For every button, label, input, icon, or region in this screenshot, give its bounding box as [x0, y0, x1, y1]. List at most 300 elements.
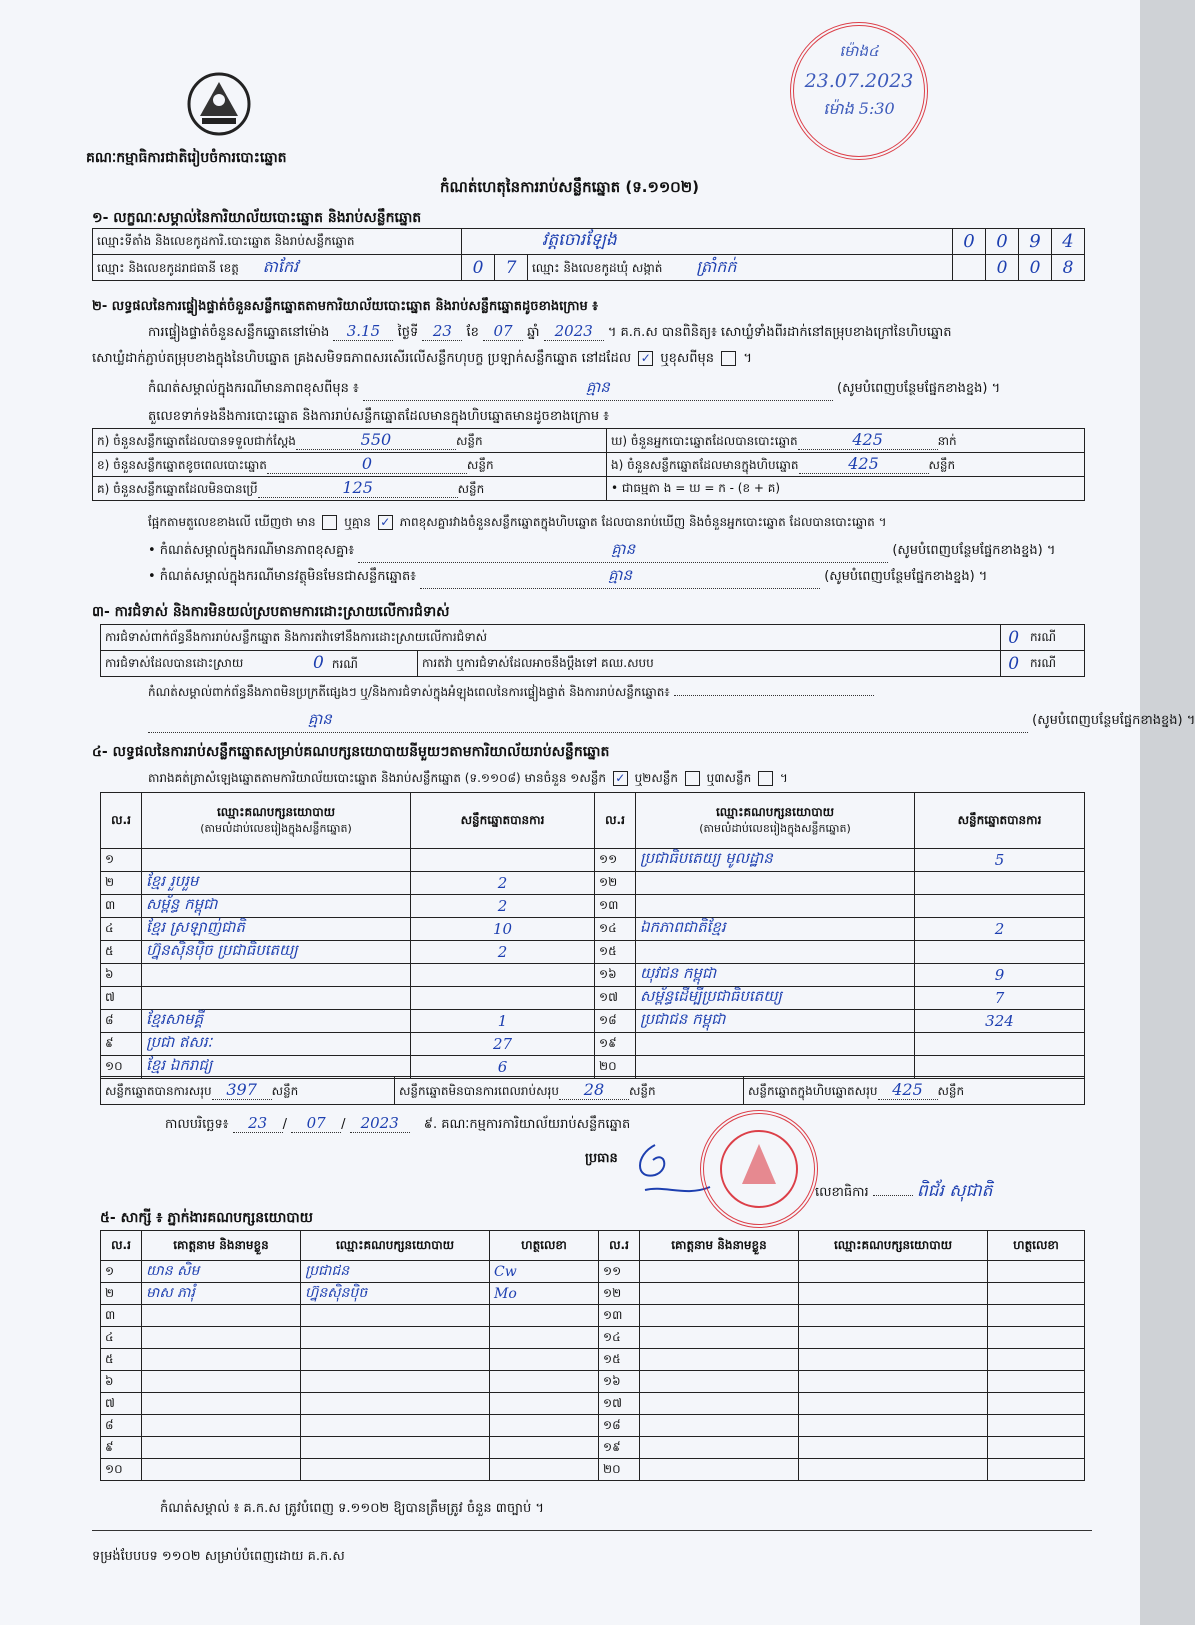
verify-time-label: ការផ្ទៀងផ្ទាត់ចំនួនសន្លឹកឆ្នោតនៅម៉ោង: [148, 325, 330, 340]
result-row: [101, 1033, 1085, 1056]
fig-d: [607, 429, 1085, 453]
b1-label: • កំណត់សម្គាល់ក្នុងករណីមានភាពខុសគ្នា៖: [148, 543, 355, 558]
total-valid-label: សន្លឹកឆ្នោតបានការសរុប: [105, 1084, 212, 1098]
org-name: គណៈកម្មាធិការជាតិរៀបចំការបោះឆ្នោត: [86, 150, 287, 166]
diff-checkbox[interactable]: [721, 351, 736, 366]
result-votes: [915, 895, 1085, 918]
fig-c-value: 125: [258, 478, 458, 498]
check-tail: ភាពខុសគ្នារវាងចំនួនសន្លឹកឆ្នោតក្នុងហិបឆ្នោត ដែលបានរាប់ឃើញ និងចំនួនអ្នកបោះឆ្នោត ដែលបានបោះឆ្នោត ។: [399, 515, 887, 529]
date-year: 2023: [350, 1114, 410, 1133]
witness-signature: [988, 1459, 1085, 1481]
diff-label: ឬខុសពីមុន: [660, 351, 715, 366]
result-votes: 2: [915, 918, 1085, 941]
no-diff-label: ឬគ្មាន: [344, 515, 371, 529]
date-stamp: [790, 22, 928, 160]
stamp-line1: ម៉ោង៤: [839, 42, 879, 60]
result-party: សម្ព័ន្ធ កម្ពុជា: [142, 895, 411, 918]
witness-name: [142, 1459, 301, 1481]
diff-note-value: គ្មាន: [363, 378, 833, 401]
province-code-2: 7: [495, 255, 528, 281]
result-party: យុវជន កម្ពុជា: [636, 964, 915, 987]
seal-emblem-icon: [704, 1114, 814, 1224]
witness-no: ៤: [101, 1327, 142, 1349]
secretary-line: [815, 1180, 992, 1205]
fig-d-unit: នាក់: [937, 434, 957, 448]
section1-table: [92, 228, 1085, 281]
sec3-note-label: កំណត់សម្គាល់ពាក់ព័ន្ធនឹងភាពមិនប្រក្រតីផ្សេងៗ ឬ/និងការជំទាស់ក្នុងអំឡុងពេលនៃការផ្ទៀងផ្ទាត់ និងការរាប់សន្លឹកឆ្នោត៖: [148, 685, 670, 699]
result-votes: 2: [411, 941, 595, 964]
province-label: ឈ្មោះ និងលេខកូដរាជធានី ខេត្ត: [97, 260, 239, 275]
result-votes: 27: [411, 1033, 595, 1056]
witness-no: ១៣: [599, 1305, 640, 1327]
witness-row: [101, 1305, 1085, 1327]
witness-name: យាន សិម: [142, 1261, 301, 1283]
fill-hint-4: (សូមបំពេញបន្ថែមផ្នែកខាងខ្នង) ។: [1032, 713, 1195, 728]
w-col-party-right: ឈ្មោះគណបក្សនយោបាយ: [799, 1231, 988, 1261]
witness-party: [799, 1283, 988, 1305]
result-votes: 2: [411, 872, 595, 895]
dispute-value: 0: [1001, 625, 1026, 651]
witness-no: ១: [101, 1261, 142, 1283]
witness-party: [301, 1327, 490, 1349]
totals-row: [100, 1076, 1085, 1105]
witness-name: [640, 1305, 799, 1327]
fig-a-unit: សន្លឹក: [455, 434, 483, 448]
result-no: ៨: [101, 1010, 142, 1033]
result-row: [101, 964, 1085, 987]
result-row: [101, 849, 1085, 872]
b2-label: • កំណត់សម្គាល់ក្នុងករណីមានវត្ថុមិនមែនជាសន្លឹកឆ្នោត៖: [148, 569, 416, 584]
commune-cell: [528, 255, 953, 281]
two-sheet-label: ឬ២សន្លឹក: [634, 771, 679, 785]
result-votes: 2: [411, 895, 595, 918]
witness-no: ១៧: [599, 1393, 640, 1415]
witness-no: ៧: [101, 1393, 142, 1415]
w-col-name-right: គោត្តនាម និងនាមខ្លួន: [640, 1231, 799, 1261]
verify-time: 3.15: [333, 322, 393, 341]
witness-signature: [988, 1327, 1085, 1349]
result-votes: 10: [411, 918, 595, 941]
witness-no: ១៨: [599, 1415, 640, 1437]
verify-tail: ។ គ.ក.ស បានពិនិត្យ៖ សោឃ្លំទាំងពីរដាក់នៅតម្រុបខាងក្រៅនៃហិបឆ្នោត: [607, 325, 952, 340]
result-no: ១៤: [595, 918, 636, 941]
witness-name: [142, 1327, 301, 1349]
result-votes: 324: [915, 1010, 1085, 1033]
b1-line: [148, 540, 1055, 563]
witness-name: មាស ភារុំ: [142, 1283, 301, 1305]
witness-no: ១០: [101, 1459, 142, 1481]
total-valid-cell: [101, 1077, 395, 1105]
witness-table: [100, 1230, 1085, 1481]
section5-title: ៥- សាក្សី ៖ ភ្នាក់ងារគណបក្សនយោបាយ: [100, 1210, 314, 1226]
secretary-dots: [873, 1195, 913, 1196]
w-col-no-left: ល.រ: [101, 1231, 142, 1261]
witness-signature: Cw: [490, 1261, 599, 1283]
witness-row: [101, 1459, 1085, 1481]
commune-code-blank: [953, 255, 986, 281]
witness-signature: [490, 1393, 599, 1415]
result-party: ខ្មែរសាមគ្គី: [142, 1010, 411, 1033]
verify-month: 07: [483, 322, 523, 341]
total-valid-unit: សន្លឹក: [271, 1084, 299, 1098]
footer-divider: [92, 1530, 1092, 1531]
witness-party: [799, 1349, 988, 1371]
commune-code-2: 0: [1019, 255, 1052, 281]
total-invalid: 28: [559, 1080, 629, 1100]
fig-b-label: ខ) ចំនួនសន្លឹកឆ្នោតខូចពេលបោះឆ្នោត: [97, 458, 267, 472]
col-no-left: ល.រ: [101, 793, 142, 849]
chair-label: ប្រធាន: [585, 1151, 618, 1166]
same-checkbox[interactable]: ✓: [638, 351, 653, 366]
witness-no: ១៤: [599, 1327, 640, 1349]
w-col-no-right: ល.រ: [599, 1231, 640, 1261]
result-no: ៧: [101, 987, 142, 1010]
diff-note-line: [148, 378, 1000, 401]
witness-signature: [988, 1349, 1085, 1371]
total-invalid-label: សន្លឹកឆ្នោតមិនបានការពេលរាប់សរុប: [399, 1084, 559, 1098]
result-party: ប្រជា ឥសរៈ: [142, 1033, 411, 1056]
section3-title: ៣- ការជំទាស់ និងការមិនយល់ស្របតាមការដោះស្រាយលើការជំទាស់: [92, 604, 450, 620]
result-party: ហ្វ៊ុនស៊ិនប៉ិច ប្រជាធិបតេយ្យ: [142, 941, 411, 964]
witness-no: ១៩: [599, 1437, 640, 1459]
witness-party: [799, 1437, 988, 1459]
result-votes: [411, 964, 595, 987]
committee-seal: [700, 1110, 818, 1228]
results-table: [100, 792, 1085, 1079]
witness-name: [142, 1349, 301, 1371]
section3-table: [100, 624, 1085, 677]
sec3-note-line2: [148, 710, 1195, 733]
witness-row: [101, 1415, 1085, 1437]
fig-e-label: ង) ចំនួនសន្លឹកឆ្នោតដែលមានក្នុងហិបឆ្នោត: [611, 458, 799, 472]
witness-party: [799, 1415, 988, 1437]
result-party: [142, 849, 411, 872]
footer-text: ទម្រង់បែបបទ ១១០២ សម្រាប់បំពេញដោយ គ.ក.ស: [92, 1549, 345, 1564]
figures-intro: តួលេខទាក់ទងនឹងការបោះឆ្នោត និងការរាប់សន្លឹកឆ្នោតដែលមានក្នុងហិបឆ្នោតមានដូចខាងក្រោម ៖: [148, 409, 609, 424]
place-code-1: 0: [953, 229, 986, 255]
w-col-sign-left: ហត្ថលេខា: [490, 1231, 599, 1261]
verify-day: 23: [422, 322, 462, 341]
result-row: [101, 872, 1085, 895]
result-no: ១២: [595, 872, 636, 895]
result-no: ២: [101, 872, 142, 895]
resolved-value: 0: [313, 653, 324, 673]
result-party: ខ្មែរ ស្រឡាញ់ជាតិ: [142, 918, 411, 941]
fig-e-value: 425: [799, 454, 929, 474]
fig-formula: • ជាធម្មតា ង = ឃ = ក - (ខ + គ): [607, 477, 1085, 501]
witness-signature: [490, 1459, 599, 1481]
figures-table: [92, 428, 1085, 501]
fig-b-unit: សន្លឹក: [466, 458, 494, 472]
witness-signature: [988, 1437, 1085, 1459]
witness-no: ១៥: [599, 1349, 640, 1371]
result-no: ១៩: [595, 1033, 636, 1056]
witness-name: [640, 1261, 799, 1283]
total-box-unit: សន្លឹក: [937, 1084, 965, 1098]
result-row: [101, 1010, 1085, 1033]
witness-no: ៨: [101, 1415, 142, 1437]
appeal-label: ការតវ៉ា ឬការជំទាស់ដែលអាចនឹងប្តឹងទៅ គឈ.សបប: [418, 651, 1001, 677]
fig-c-label: គ) ចំនួនសន្លឹកឆ្នោតដែលមិនបានប្រើ: [97, 482, 258, 496]
seal-text: សោឃ្លំដាក់ភ្ជាប់តម្រុបខាងក្នុងនៃហិបឆ្នោត គ្រងសមិទធភាពសរសើរលើសន្លឹកហុបក្ខ ប្រឡាក់សន្លឹកឆ្នោត នៅដដែល: [92, 351, 632, 366]
witness-name: [142, 1437, 301, 1459]
witness-signature: [490, 1371, 599, 1393]
result-party: [636, 1033, 915, 1056]
verify-day-label: ថ្ងៃទី: [397, 325, 419, 340]
witness-name: [640, 1371, 799, 1393]
check-label: ផ្អែកតាមតួលេខខាងលើ ឃើញថា មាន: [148, 515, 316, 529]
fig-d-label: ឃ) ចំនួនអ្នកបោះឆ្នោតដែលបានបោះឆ្នោត: [611, 434, 798, 448]
witness-row: [101, 1327, 1085, 1349]
witness-row: [101, 1349, 1085, 1371]
result-party: [636, 895, 915, 918]
section2-title: ២- លទ្ធផលនៃការផ្ទៀងផ្ទាត់ចំនួនសន្លឹកឆ្នោតតាមការិយាល័យបោះឆ្នោត និងរាប់សន្លឹកឆ្នោតដូចខាងក្រោម ៖: [92, 299, 598, 314]
col-party-left-sub: (តាមលំដាប់លេខរៀងក្នុងសន្លឹកឆ្នោត): [200, 821, 352, 835]
witness-no: ៦: [101, 1371, 142, 1393]
footnote: កំណត់សម្គាល់ ៖ គ.ក.ស ត្រូវបំពេញ ទ.១១០២ ឱ្យបានត្រឹមត្រូវ ចំនួន ៣ច្បាប់ ។: [160, 1501, 544, 1516]
col-no-right: ល.រ: [595, 793, 636, 849]
witness-party: [799, 1393, 988, 1415]
no-diff-checkbox[interactable]: ✓: [378, 515, 393, 530]
witness-party: [799, 1327, 988, 1349]
result-votes: [915, 941, 1085, 964]
result-no: ១៦: [595, 964, 636, 987]
witness-no: ៥: [101, 1349, 142, 1371]
commune-label: ឈ្មោះ និងលេខកូដឃុំ សង្កាត់: [532, 260, 663, 275]
witness-no: ៩: [101, 1437, 142, 1459]
check-line: [148, 514, 887, 532]
result-party: សម្ព័ន្ធដើម្បីប្រជាធិបតេយ្យ: [636, 987, 915, 1010]
total-box-label: សន្លឹកឆ្នោតក្នុងហិបឆ្នោតសរុប: [748, 1084, 878, 1098]
fig-d-value: 425: [798, 430, 938, 450]
fig-c: [93, 477, 607, 501]
resolved-label: ការជំទាស់ដែលបានដោះស្រាយ: [101, 651, 310, 677]
commune-value: ត្រាំកក់: [696, 256, 737, 276]
result-party: ខ្មែរ រួបរួម: [142, 872, 411, 895]
b1-value: គ្មាន: [358, 540, 888, 563]
col-party-left-label: ឈ្មោះគណបក្សនយោបាយ: [216, 804, 336, 819]
witness-row: [101, 1283, 1085, 1305]
witness-row: [101, 1371, 1085, 1393]
result-no: ២០: [595, 1056, 636, 1079]
b2-line: [148, 566, 987, 589]
witness-name: [640, 1327, 799, 1349]
witness-no: ១១: [599, 1261, 640, 1283]
col-votes-left: សន្លឹកឆ្នោតបានការ: [411, 793, 595, 849]
result-no: ១៧: [595, 987, 636, 1010]
witness-party: [301, 1393, 490, 1415]
result-no: ១: [101, 849, 142, 872]
appeal-value: 0: [1001, 651, 1026, 677]
result-votes: 6: [411, 1056, 595, 1079]
witness-name: [640, 1349, 799, 1371]
witness-signature: [490, 1327, 599, 1349]
witness-row: [101, 1393, 1085, 1415]
has-diff-checkbox[interactable]: [322, 515, 337, 530]
place-value: វត្តចោរឡែង: [462, 229, 953, 255]
result-votes: 1: [411, 1010, 595, 1033]
witness-signature: [490, 1349, 599, 1371]
date-label: កាលបរិច្ឆេទ៖: [165, 1117, 229, 1132]
stamp-date: 23.07.2023: [804, 70, 914, 92]
result-no: ៥: [101, 941, 142, 964]
witness-no: ១៦: [599, 1371, 640, 1393]
three-sheet-label: ឬ៣សន្លឹក: [706, 771, 752, 785]
witness-row: [101, 1261, 1085, 1283]
province-code-1: 0: [462, 255, 495, 281]
witness-no: ១២: [599, 1283, 640, 1305]
province-cell: [93, 255, 462, 281]
witness-row: [101, 1437, 1085, 1459]
w-col-party-left: ឈ្មោះគណបក្សនយោបាយ: [301, 1231, 490, 1261]
fill-hint-3: (សូមបំពេញបន្ថែមផ្នែកខាងខ្នង) ។: [824, 569, 988, 584]
witness-party: [301, 1415, 490, 1437]
witness-party: ហ្វ៊ុនស៊ិនប៉ិច: [301, 1283, 490, 1305]
secretary-label: លេខាធិការ: [815, 1185, 869, 1200]
diff-note-label: កំណត់សម្គាល់ក្នុងករណីមានភាពខុសពីមុន ៖: [148, 381, 359, 396]
result-votes: [411, 987, 595, 1010]
total-invalid-unit: សន្លឹក: [628, 1084, 656, 1098]
seal-line: សោឃ្លំដាក់ភ្ជាប់តម្រុបខាងក្នុងនៃហិបឆ្នោត គ្រងសមិទធភាពសរសើរលើសន្លឹកហុបក្ខ ប្រឡាក់សន្លឹកឆ្នោត នៅដដែល ✓ ឬខុសពីមុន ។: [92, 351, 752, 366]
witness-party: [301, 1305, 490, 1327]
witness-signature: [988, 1261, 1085, 1283]
witness-signature: [988, 1305, 1085, 1327]
place-code-2: 0: [986, 229, 1019, 255]
place-code-3: 9: [1019, 229, 1052, 255]
result-no: ៩: [101, 1033, 142, 1056]
witness-name: [640, 1283, 799, 1305]
total-valid: 397: [212, 1080, 272, 1100]
witness-name: [640, 1393, 799, 1415]
sec3-note-dots: [674, 695, 874, 696]
witness-party: [799, 1305, 988, 1327]
b2-value: គ្មាន: [420, 566, 820, 589]
total-box: 425: [878, 1080, 938, 1100]
verify-month-label: ខែ: [466, 325, 479, 340]
sec3-note-value: គ្មាន: [148, 710, 1028, 733]
result-no: ១៨: [595, 1010, 636, 1033]
w-col-sign-right: ហត្ថលេខា: [988, 1231, 1085, 1261]
result-party: ខ្មែរ ឯករាជ្យ: [142, 1056, 411, 1079]
date-month: 07: [291, 1114, 341, 1133]
result-no: ៣: [101, 895, 142, 918]
fig-a-value: 550: [296, 430, 456, 450]
result-row: [101, 941, 1085, 964]
witness-no: ២០: [599, 1459, 640, 1481]
col-party-right: [636, 793, 915, 849]
result-party: [636, 941, 915, 964]
witness-signature: [988, 1283, 1085, 1305]
result-votes: [915, 1033, 1085, 1056]
result-party: [636, 872, 915, 895]
date-line: កាលបរិច្ឆេទ៖ 23 / 07 / 2023 ៩. គណៈកម្មការការិយាល័យរាប់សន្លឹកឆ្នោត: [165, 1114, 631, 1132]
secretary-name: ពិជ័រ សុជាតិ: [916, 1181, 993, 1201]
witness-signature: [490, 1437, 599, 1459]
result-party: ឯកភាពជាតិខ្មែរ: [636, 918, 915, 941]
result-votes: 9: [915, 964, 1085, 987]
result-no: ៦: [101, 964, 142, 987]
witness-no: ២: [101, 1283, 142, 1305]
witness-signature: [988, 1371, 1085, 1393]
witness-name: [142, 1393, 301, 1415]
fill-hint-2: (សូមបំពេញបន្ថែមផ្នែកខាងខ្នង) ។: [892, 543, 1056, 558]
result-no: ៤: [101, 918, 142, 941]
total-invalid-cell: [395, 1077, 744, 1105]
witness-signature: [988, 1415, 1085, 1437]
place-code-4: 4: [1052, 229, 1085, 255]
verify-line: [148, 322, 951, 343]
witness-party: [301, 1349, 490, 1371]
witness-name: [142, 1415, 301, 1437]
witness-signature: Mo: [490, 1283, 599, 1305]
result-row: [101, 987, 1085, 1010]
commune-code-1: 0: [986, 255, 1019, 281]
resolved-value-cell: [309, 651, 418, 677]
witness-party: [301, 1371, 490, 1393]
witness-name: [142, 1305, 301, 1327]
result-party: [142, 987, 411, 1010]
witness-name: [640, 1415, 799, 1437]
col-party-right-sub: (តាមលំដាប់លេខរៀងក្នុងសន្លឹកឆ្នោត): [699, 821, 851, 835]
section4-title: ៤- លទ្ធផលនៃការរាប់សន្លឹកឆ្នោតសម្រាប់គណបក្សនយោបាយនីមួយៗតាមការិយាល័យរាប់សន្លឹកឆ្នោត: [92, 744, 610, 760]
witness-no: ៣: [101, 1305, 142, 1327]
sec4-intro-text: តារាងគត់ត្រាសំឡេងឆ្នោតតាមការិយាល័យបោះឆ្នោត និងរាប់សន្លឹកឆ្នោត (ទ.១១០៨) មានចំនួន ១សន្លឹក: [148, 771, 606, 785]
witness-party: [301, 1437, 490, 1459]
witness-party: [301, 1459, 490, 1481]
witness-name: [640, 1437, 799, 1459]
commune-code-3: 8: [1052, 255, 1085, 281]
committee-label: ៩. គណៈកម្មការការិយាល័យរាប់សន្លឹកឆ្នោត: [423, 1117, 631, 1132]
fill-hint-1: (សូមបំពេញបន្ថែមផ្នែកខាងខ្នង) ។: [837, 381, 1001, 396]
col-party-right-label: ឈ្មោះគណបក្សនយោបាយ: [715, 804, 835, 819]
result-party: ប្រជាធិបតេយ្យ មូលដ្ឋាន: [636, 849, 915, 872]
result-party: ប្រជាជន កម្ពុជា: [636, 1010, 915, 1033]
w-col-name-left: គោត្តនាម និងនាមខ្លួន: [142, 1231, 301, 1261]
form-title: កំណត់ហេតុនៃការរាប់សន្លឹកឆ្នោត (ទ.១១០២): [440, 178, 700, 196]
two-sheet-checkbox[interactable]: [685, 771, 700, 786]
fig-e-unit: សន្លឹក: [928, 458, 956, 472]
witness-signature: [490, 1305, 599, 1327]
place-label: ឈ្មោះទីតាំង និងលេខកូដការិ.បោះឆ្នោត និងរាប់សន្លឹកឆ្នោត: [93, 229, 462, 255]
three-sheet-checkbox[interactable]: [758, 771, 773, 786]
result-votes: [411, 849, 595, 872]
fig-b-value: 0: [267, 454, 467, 474]
date-day: 23: [233, 1114, 283, 1133]
nec-emblem-icon: [180, 68, 258, 140]
dispute-unit: ករណី: [1026, 625, 1085, 651]
fig-b: [93, 453, 607, 477]
fig-a-label: ក) ចំនួនសន្លឹកឆ្នោតដែលបានទទួលជាក់ស្តែង: [97, 434, 296, 448]
result-votes: 7: [915, 987, 1085, 1010]
section1-title: ១- លក្ខណៈសម្គាល់នៃការិយាល័យបោះឆ្នោត និងរាប់សន្លឹកឆ្នោត: [92, 210, 422, 226]
one-sheet-checkbox[interactable]: ✓: [613, 771, 628, 786]
total-box-cell: [744, 1077, 1085, 1105]
resolved-unit: ករណី: [331, 657, 358, 671]
col-votes-right: សន្លឹកឆ្នោតបានការ: [915, 793, 1085, 849]
witness-party: [799, 1261, 988, 1283]
result-row: [101, 918, 1085, 941]
witness-party: [799, 1459, 988, 1481]
fig-e: [607, 453, 1085, 477]
result-no: ១១: [595, 849, 636, 872]
appeal-unit: ករណី: [1026, 651, 1085, 677]
col-party-left: [142, 793, 411, 849]
fig-a: [93, 429, 607, 453]
result-votes: [915, 872, 1085, 895]
result-party: [142, 964, 411, 987]
province-value: តាកែវ: [262, 256, 299, 276]
result-row: [101, 895, 1085, 918]
